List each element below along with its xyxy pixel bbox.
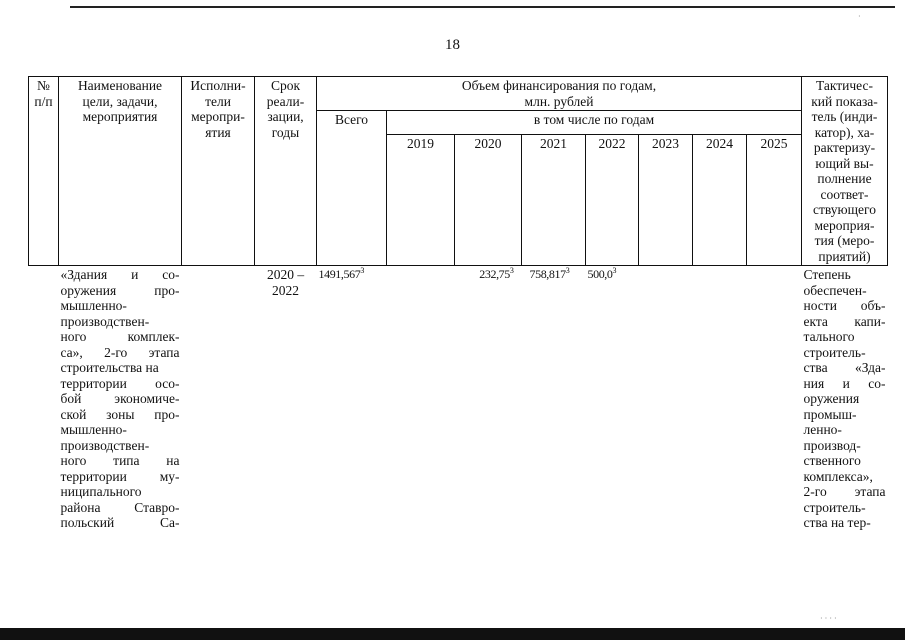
row-name-line: ниципального bbox=[60, 484, 142, 499]
header-executors: Исполни- тели меропри- ятия bbox=[182, 77, 255, 266]
row-indicator-line: производ- bbox=[803, 437, 861, 453]
header-year-2020: 2020 bbox=[455, 135, 522, 266]
header-year-2024: 2024 bbox=[693, 135, 747, 266]
header-year-2019: 2019 bbox=[387, 135, 455, 266]
row-2019 bbox=[387, 266, 455, 569]
row-2022: 500,0$^3$ bbox=[587, 266, 617, 281]
row-name-line: района Ставро- bbox=[60, 499, 180, 515]
row-indicator-line: строитель- bbox=[803, 344, 866, 360]
row-indicator-line: ственного bbox=[803, 453, 861, 468]
row-2023 bbox=[639, 266, 693, 569]
row-indicator-line: ленно- bbox=[803, 422, 842, 437]
row-indicator-line: тального bbox=[803, 329, 855, 344]
header-name: Наименование цели, задачи, мероприятия bbox=[59, 77, 182, 266]
row-indicator-line: промыш- bbox=[803, 406, 857, 422]
row-name bbox=[59, 266, 182, 569]
row-indicator-line: ства на тер- bbox=[803, 515, 871, 530]
header-no: № п/п bbox=[29, 77, 59, 266]
row-indicator bbox=[802, 266, 888, 569]
row-indicator-line: ства «Зда- bbox=[803, 360, 886, 375]
header-term: Срок реали- зации, годы bbox=[255, 77, 317, 266]
row-name-line: мышленно- bbox=[60, 298, 127, 313]
row-executors bbox=[182, 266, 255, 569]
row-2021: 758,817$^3$ bbox=[529, 266, 570, 281]
row-2024 bbox=[693, 266, 747, 569]
header-year-2021: 2021 bbox=[522, 135, 586, 266]
header-indicator: Тактичес- кий показа- тель (инди- катор), ха- рактеризу- ющий вы- полнение соответ- ствующего мероприя- тия (меро- приятий) bbox=[802, 77, 888, 266]
row-2020: 232,75$^3$ bbox=[479, 266, 514, 281]
header-year-2023: 2023 bbox=[639, 135, 693, 266]
row-name-line: мышленно- bbox=[60, 422, 127, 437]
top-rule bbox=[70, 6, 895, 8]
row-2025 bbox=[747, 266, 802, 569]
header-funding: Объем финансирования по годам, млн. рублей bbox=[317, 77, 802, 111]
row-indicator-line: обеспечен- bbox=[803, 282, 867, 298]
row-no bbox=[29, 266, 59, 569]
row-indicator-line: комплекса», bbox=[803, 468, 873, 484]
header-total: Всего bbox=[317, 111, 387, 266]
bottom-rule bbox=[0, 628, 905, 640]
table-row bbox=[29, 266, 888, 569]
row-name-line: ного комплек- bbox=[60, 329, 180, 344]
header-by-years: в том числе по годам bbox=[387, 111, 802, 135]
row-name-line: производствен- bbox=[60, 437, 150, 453]
row-indicator-line: строитель- bbox=[803, 499, 866, 515]
row-term: 2020 – 2022 bbox=[266, 267, 305, 298]
row-name-line: территории му- bbox=[60, 468, 180, 484]
row-indicator-line: ности объ- bbox=[803, 298, 886, 313]
row-name-line: ской зоны про- bbox=[60, 406, 180, 422]
row-name-line: производствен- bbox=[60, 313, 150, 329]
scan-speck: · · · · bbox=[820, 614, 837, 623]
row-name-line: территории осо- bbox=[60, 375, 180, 391]
row-total: 1491,567$^3$ bbox=[318, 266, 364, 281]
program-table bbox=[28, 76, 888, 568]
row-name-line: са», 2-го этапа bbox=[60, 344, 180, 360]
page-number: 18 bbox=[445, 37, 460, 53]
row-indicator-line: 2-го этапа bbox=[803, 484, 886, 499]
row-name-line: «Здания и со- bbox=[60, 267, 180, 282]
row-name-line: польский Са- bbox=[60, 515, 180, 530]
row-indicator-line: екта капи- bbox=[803, 313, 886, 329]
header-year-2022: 2022 bbox=[586, 135, 639, 266]
row-indicator-line: Степень bbox=[803, 267, 851, 282]
scan-speck: · bbox=[858, 12, 861, 21]
row-indicator-line: оружения bbox=[803, 391, 860, 406]
row-indicator-line: ния и со- bbox=[803, 375, 886, 391]
header-year-2025: 2025 bbox=[747, 135, 802, 266]
row-name-line: оружения про- bbox=[60, 282, 180, 298]
row-name-line: бой экономиче- bbox=[60, 391, 180, 406]
row-name-line: строительства на bbox=[60, 360, 159, 375]
row-name-line: ного типа на bbox=[60, 453, 180, 468]
